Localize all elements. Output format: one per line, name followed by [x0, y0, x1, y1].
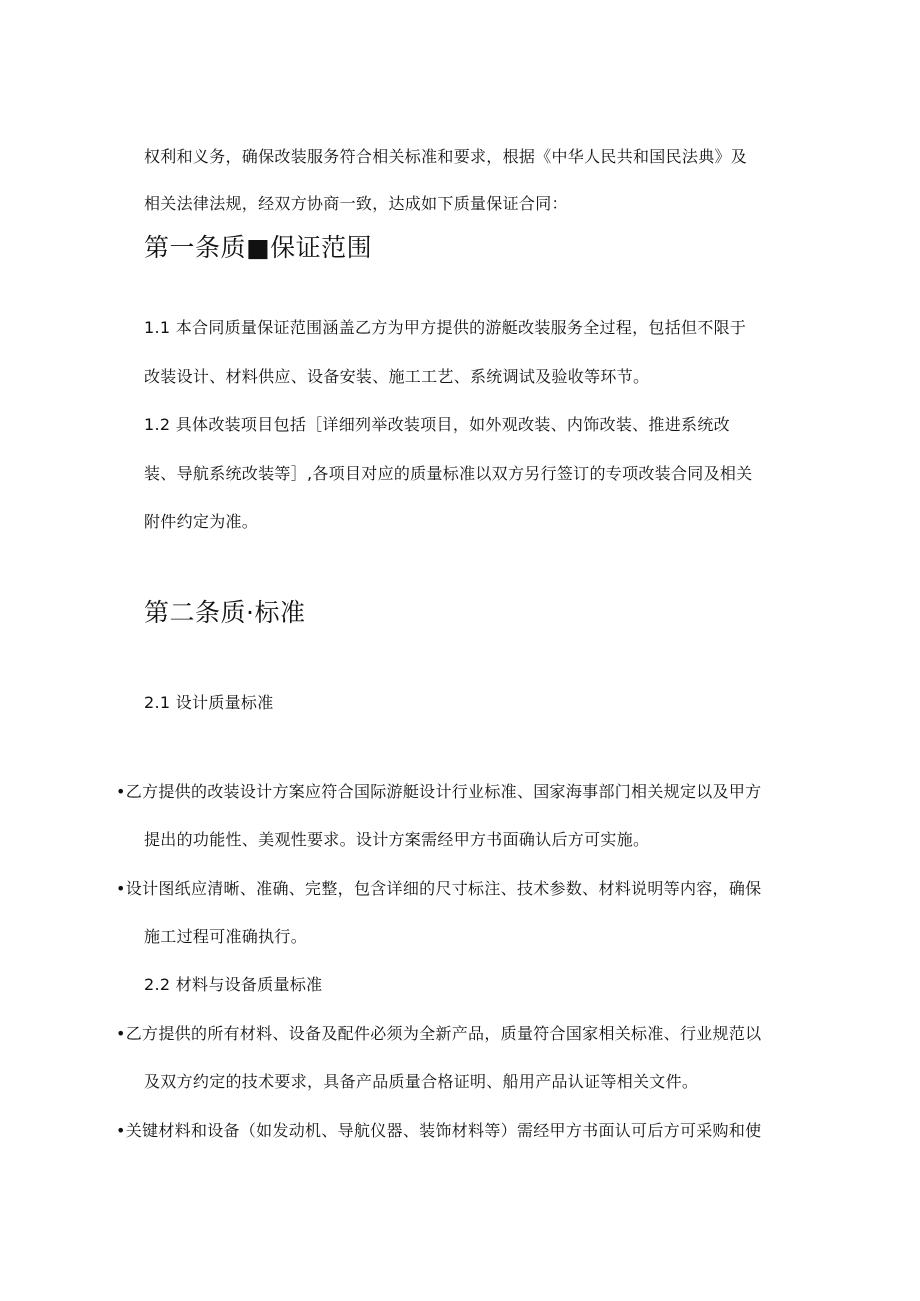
bullet-2-line-1: •设计图纸应清晰、准确、完整，包含详细的尺寸标注、技术参数、材料说明等内容，确保 — [116, 879, 762, 898]
bullet-1-line-1: •乙方提供的改装设计方案应符合国际游艇设计行业标准、国家海事部门相关规定以及甲方 — [116, 782, 762, 801]
intro-line-2: 相关法律法规，经双方协商一致，达成如下质量保证合同： — [144, 194, 568, 213]
article-2-heading: 第二条质·标准 — [144, 598, 306, 627]
bullet-4-line-1: •关键材料和设备（如发动机、导航仪器、装饰材料等）需经甲方书面认可后方可采购和使 — [116, 1121, 762, 1140]
bullet-2-line-2: 施工过程可准确执行。 — [144, 927, 308, 946]
clause-1-2-line-3: 附件约定为准。 — [144, 512, 259, 531]
section-2-1-title: 2.1 设计质量标准 — [144, 693, 274, 712]
bullet-3-line-2: 及双方约定的技术要求，具备产品质量合格证明、船用产品认证等相关文件。 — [144, 1072, 699, 1091]
clause-1-2-line-2: 装、导航系统改装等］,各项目对应的质量标准以双方另行签订的专项改装合同及相关 — [144, 464, 753, 483]
clause-1-1-line-2: 改装设计、材料供应、设备安装、施工工艺、系统调试及验收等环节。 — [144, 367, 650, 386]
intro-line-1: 权利和义务，确保改装服务符合相关标准和要求，根据《中华人民共和国民法典》及 — [144, 147, 748, 166]
article-1-heading: 第一条质■保证范围 — [144, 233, 373, 262]
clause-1-2-line-1: 1.2 具体改装项目包括［详细列举改装项目，如外观改装、内饰改装、推进系统改 — [144, 415, 730, 434]
bullet-1-line-2: 提出的功能性、美观性要求。设计方案需经甲方书面确认后方可实施。 — [144, 830, 650, 849]
bullet-3-line-1: •乙方提供的所有材料、设备及配件必须为全新产品，质量符合国家相关标准、行业规范以 — [116, 1024, 762, 1043]
clause-1-1-line-1: 1.1 本合同质量保证范围涵盖乙方为甲方提供的游艇改装服务全过程，包括但不限于 — [144, 318, 747, 337]
section-2-2-title: 2.2 材料与设备质量标准 — [144, 975, 323, 994]
